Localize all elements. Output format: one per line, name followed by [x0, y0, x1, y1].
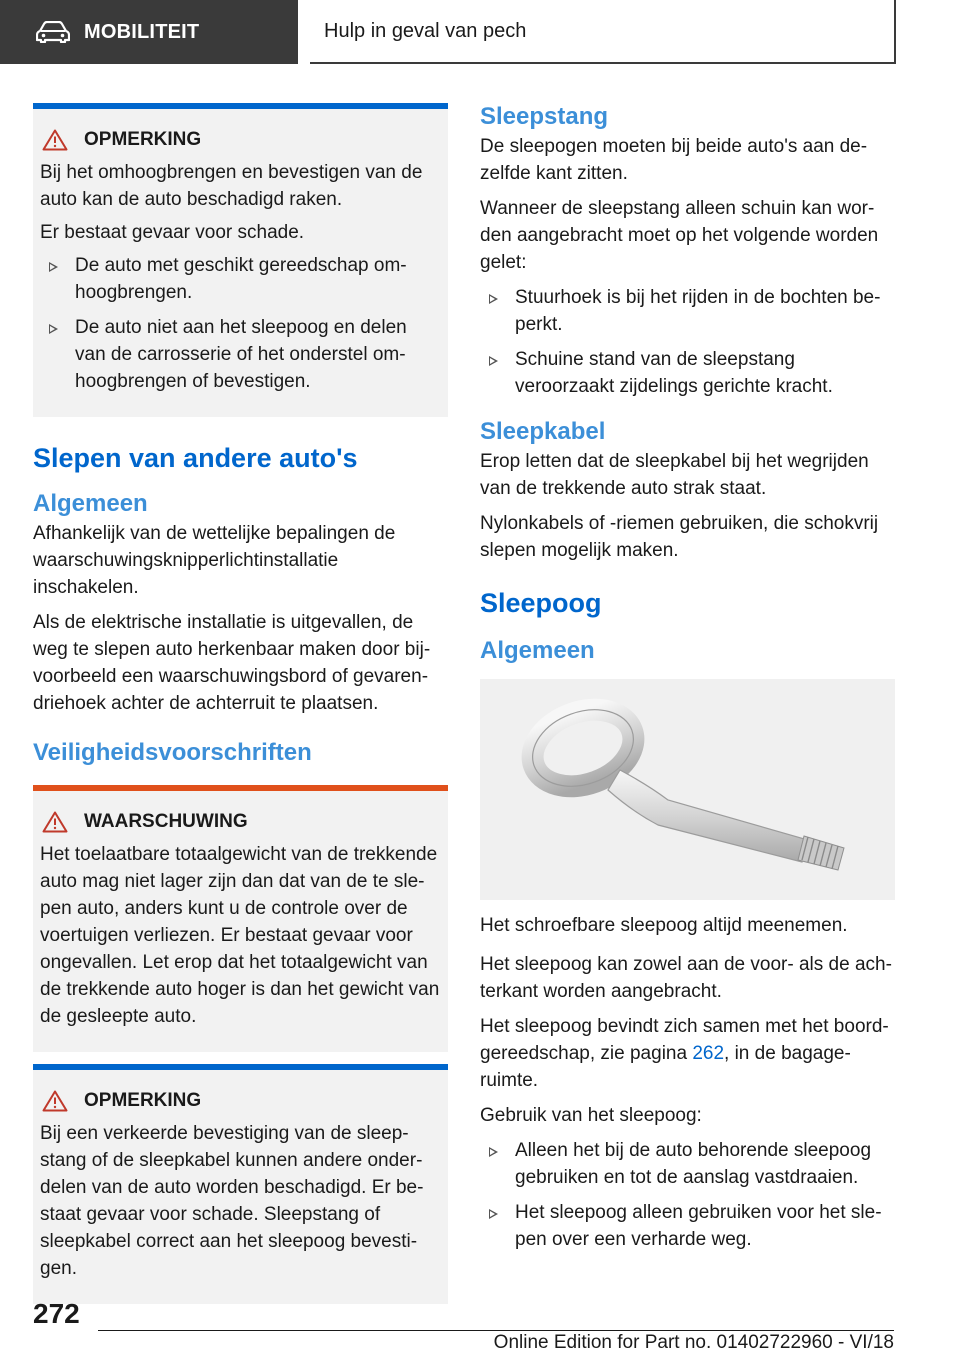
- paragraph: Nylonkabels of -riemen gebruiken, die schokvrij slepen mogelijk maken.: [480, 513, 879, 561]
- chapter-header: [310, 0, 896, 64]
- note-box-bar: [33, 1064, 448, 1304]
- section-heading: Sleepoog: [480, 588, 602, 618]
- subheading: Sleepkabel: [480, 418, 606, 445]
- bullet-triangle-icon: [489, 294, 498, 304]
- eye-list: [480, 1137, 895, 1253]
- subheading: Algemeen: [33, 490, 148, 517]
- paragraph: Wanneer de sleepstang alleen schuin kan worden aangebracht moet op het volgende worden gelet:: [480, 198, 879, 273]
- note-text: Bij een verkeerde bevestiging van de sleepstang of de sleepkabel kunnen andere onderdelen van de auto worden beschadigd. Er bestaat gevaar voor schade. Sleepstang of sleepkabel correct aan het sleepoog bevestigen.: [40, 1123, 424, 1279]
- list-item: De auto met geschikt gereedschap omhoogbrengen.: [40, 252, 440, 306]
- subheading: Sleepstang: [480, 103, 609, 130]
- note-box-lifting: [33, 103, 448, 417]
- right-column: [480, 103, 895, 1261]
- note-title: OPMERKING: [40, 129, 440, 151]
- note-text: Er bestaat gevaar voor schade.: [40, 222, 305, 243]
- section-label: MOBILITEIT: [84, 20, 200, 43]
- warning-box: [33, 785, 448, 1052]
- note-list: [40, 252, 440, 395]
- paragraph: Als de elektrische installatie is uitgevallen, de weg te slepen auto herkenbaar maken door bijvoorbeeld een waarschuwingsbord of gevarendriehoek achter de achterruit te plaatsen.: [33, 612, 431, 714]
- paragraph: Het sleepoog kan zowel aan de voor- als de achterkant worden aangebracht.: [480, 954, 892, 1002]
- section-tab: [0, 0, 298, 64]
- paragraph: Het sleepoog bevindt zich samen met het boordgereedschap, zie pagina 262, in de bagageruimte.: [480, 1016, 889, 1091]
- list-item: Alleen het bij de auto behorende sleepoog gebruiken en tot de aanslag vastdraaien.: [480, 1137, 895, 1191]
- footer-divider: [98, 1330, 894, 1331]
- bullet-triangle-icon: [49, 324, 58, 334]
- bar-list: [480, 284, 895, 400]
- warning-triangle-icon: [42, 129, 68, 151]
- paragraph: De sleepogen moeten bij beide auto's aan dezelfde kant zitten.: [480, 136, 868, 184]
- warning-text: Het toelaatbare totaalgewicht van de trekkende auto mag niet lager zijn dan dat van de te slepen auto, anders kunt u de controle over de voertuigen verliezen. Er bestaat gevaar voor ongevallen. Let erop dat het totaalgewicht van de trekkende auto hoger is dan het gewicht van de gesleepte auto.: [40, 844, 440, 1027]
- bullet-triangle-icon: [489, 356, 498, 366]
- paragraph: Erop letten dat de sleepkabel bij het wegrijden van de trekkende auto strak staat.: [480, 451, 869, 499]
- warning-title: WAARSCHUWING: [40, 811, 440, 833]
- note-text: Bij het omhoogbrengen en bevestigen van de auto kan de auto beschadigd raken.: [40, 162, 423, 210]
- list-item: Het sleepoog alleen gebruiken voor het slepen over een verharde weg.: [480, 1199, 895, 1253]
- left-column: [33, 103, 448, 1304]
- section-heading: Slepen van andere auto's: [33, 443, 358, 473]
- bullet-triangle-icon: [49, 262, 58, 272]
- car-icon: [36, 21, 70, 43]
- subheading: Veiligheidsvoorschriften: [33, 739, 312, 766]
- caption: Het schroefbare sleepoog altijd meenemen.: [480, 915, 848, 936]
- tow-eye-illustration: [508, 690, 868, 890]
- bullet-triangle-icon: [489, 1209, 498, 1219]
- subheading: Algemeen: [480, 637, 595, 664]
- tow-eye-figure: [480, 679, 895, 900]
- warning-triangle-icon: [42, 811, 68, 833]
- list-item: Stuurhoek is bij het rijden in de bochten beperkt.: [480, 284, 895, 338]
- page-number: 272: [33, 1298, 80, 1329]
- paragraph: Gebruik van het sleepoog:: [480, 1105, 702, 1126]
- list-item: De auto niet aan het sleepoog en delen van de carrosserie of het onderstel omhoogbrengen of bevestigen.: [40, 314, 440, 395]
- paragraph: Afhankelijk van de wettelijke bepalingen de waarschuwingsknipperlichtinstallatie inschakelen.: [33, 523, 396, 598]
- edition-text: Online Edition for Part no. 01402722960 - VI/18: [493, 1332, 894, 1353]
- bullet-triangle-icon: [489, 1147, 498, 1157]
- warning-triangle-icon: [42, 1090, 68, 1112]
- list-item: Schuine stand van de sleepstang veroorzaakt zijdelings gerichte kracht.: [480, 346, 895, 400]
- chapter-title: Hulp in geval van pech: [324, 19, 527, 42]
- page-link[interactable]: 262: [692, 1043, 725, 1064]
- note-title: OPMERKING: [40, 1090, 440, 1112]
